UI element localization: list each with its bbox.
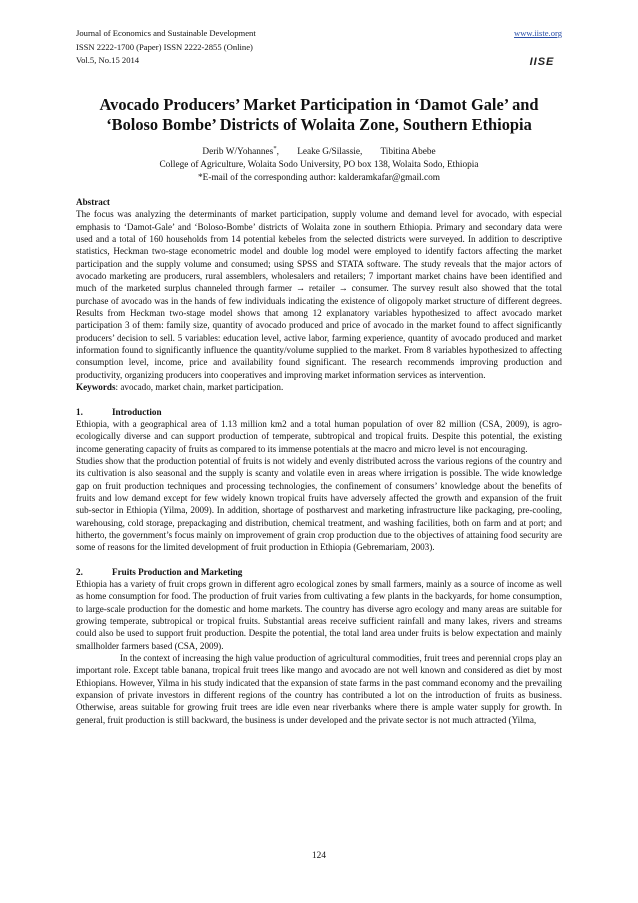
section-2-number: 2. xyxy=(76,566,83,577)
keywords-list: : avocado, market chain, market participation. xyxy=(115,382,284,393)
paper-title xyxy=(76,95,562,135)
section-2-paragraph-2: In the context of increasing the high value production of agricultural commodities, fruit trees and perennial crops play an important role. Except table banana, tropical fruit trees like mango and avocado are not well known and considered as diet by most Ethiopians. However, Yilma in his study indicated that the expansion of state farms in the past command economy and the prevailing expansion of private investors in different regions of the country has contributed a lot on the introduction of fruits as business. Otherwise, areas suitable for growing fruit trees are idle even near riverbanks where there is ample water supply for growth. In general, fruit production is still backward, the business is under developed and the private sector is not much attracted (Yilma, xyxy=(76,653,562,725)
abstract-heading: Abstract xyxy=(76,197,110,207)
paper-title-line-1: Avocado Producers’ Market Participation in ‘Damot Gale’ and xyxy=(99,95,539,114)
journal-volume: Vol.5, No.15 2014 xyxy=(76,55,140,65)
section-1-paragraph-2: Studies show that the production potential of fruits is not widely and evenly distributed across the various regions of the country and its cultivation is also seasonal and the supply is scanty and volatile even in areas where irrigation is possible. The wide knowledge gap on fruit production techniques and processing technologies, the confinement of consumers’ knowledge about the benefits of fruits and low demand except for few widely known tropical fruits have adversely affected the growth and expansion of the fruit sub-sector in Ethiopia (Yilma, 2009). In addition, shortage of postharvest and marketing infrastructure like packaging, pre-cooling, warehousing, cold storage, prepackaging and distribution, chemical treatment, and washing facilities, both on farm and at port; and hitherto, the government’s focus mainly on improvement of grain crop production due to the objectives of attaining food security are some of reasons for the limited development of fruit production in Ethiopia (Gebremariam, 2003). xyxy=(76,455,562,553)
section-1-paragraph-1: Ethiopia, with a geographical area of 1.13 million km2 and a total human population of over 82 million (CSA, 2009), is agro-ecologically diverse and can support production of temperate, subtropical and tropical fruits. Despite this potential, the existing income generating capacity of fruits as compared to its immense potentials at the macro and micro level is not encouraging. xyxy=(76,418,562,454)
paper-body xyxy=(76,196,562,726)
corresponding-email: *E-mail of the corresponding author: kalderamkafar@gmail.com xyxy=(198,173,440,184)
paper-title-line-2: ‘Boloso Bombe’ Districts of Wolaita Zone, Southern Ethiopia xyxy=(106,115,532,134)
author-names xyxy=(76,142,562,159)
author-1: Derib W/Yohannes xyxy=(202,147,274,158)
author-block xyxy=(76,142,562,185)
section-2-paragraph-1: Ethiopia has a variety of fruit crops grown in different agro ecological zones by small farmers, mainly as a source of income as well as home consumption for food. The production of fruit varies from cultivating a few plants in the backyards, for home consumption, to large-scale production for the domestic and home markets. The country has diverse agro ecology and many areas are suitable for growing temperate, subtropical or tropical fruits. Substantial areas receive sufficient rainfall and many lakes, rivers and streams could also be used to support fruit production. Despite the potential, the total land area under fruits is below expectation and mainly smallholder farmers based (CSA, 2009). xyxy=(76,578,562,651)
keywords-label: Keywords xyxy=(76,382,116,393)
section-1-heading xyxy=(76,406,562,418)
iiste-logo: IISE xyxy=(529,56,555,68)
author-3: Tibitina Abebe xyxy=(380,147,436,158)
author-2: Leake G/Silassie, xyxy=(297,147,363,158)
section-1-title: Introduction xyxy=(112,406,162,417)
author-1-separator: , xyxy=(276,147,279,158)
corresponding-mark: * xyxy=(273,145,277,152)
section-1-number: 1. xyxy=(76,406,83,417)
journal-name: Journal of Economics and Sustainable Development xyxy=(76,28,256,38)
abstract-text: The focus was analyzing the determinants of market participation, supply volume and demand level for avocado, with especial emphasis to ‘Damot-Gale’ and ‘Boloso-Bombe’ districts of Wolaita zone in southern Ethiopia. Primary and secondary data were used and a total of 160 households from 14 potential kebeles from the selected districts were surveyed. In addition to descriptive statistics, Heckman two-stage econometric model and double log model were employed to identify factors affecting the market participation and the supply volume and consumed; using SPSS and STATA software. The study reveals that the major actors of avocado marketing are producers, rural assemblers, wholesalers and retailers; 7 important market chains have been identified and much of the marketed surplus channeled through farmer → retailer → consumer. The survey result also showed that the total purchase of avocado was in the hands of few individuals indicating the existence of oligopoly market structure of different degrees. Results from Heckman two-stage model shows that among 12 explanatory variables hypothesized to affect avocado market participation 3 of them: family size, quantity of avocado produced and price of avocado in the market found to affect significantly producers’ decision to sell. 5 variables: education level, active labor, farming experience, quantity of avocado produced and market information found to significantly influence the quantity/volume supplied to the market. From 8 variables hypothesized to affecting consumption level, income, price and availability found significant. The research recommends improving production and productivity, organizing producers into cooperatives and improving market information services as intervention. xyxy=(76,209,562,380)
section-2-heading xyxy=(76,566,562,578)
affiliation: College of Agriculture, Wolaita Sodo University, PO box 138, Wolaita Sodo, Ethiopia xyxy=(159,160,479,171)
journal-url-link[interactable]: www.iiste.org xyxy=(514,28,562,38)
section-2-title: Fruits Production and Marketing xyxy=(112,566,243,577)
journal-issn: ISSN 2222-1700 (Paper) ISSN 2222-2855 (Online) xyxy=(76,41,253,52)
page-number: 124 xyxy=(312,851,326,861)
journal-header xyxy=(76,27,562,68)
keywords-line xyxy=(76,381,562,393)
